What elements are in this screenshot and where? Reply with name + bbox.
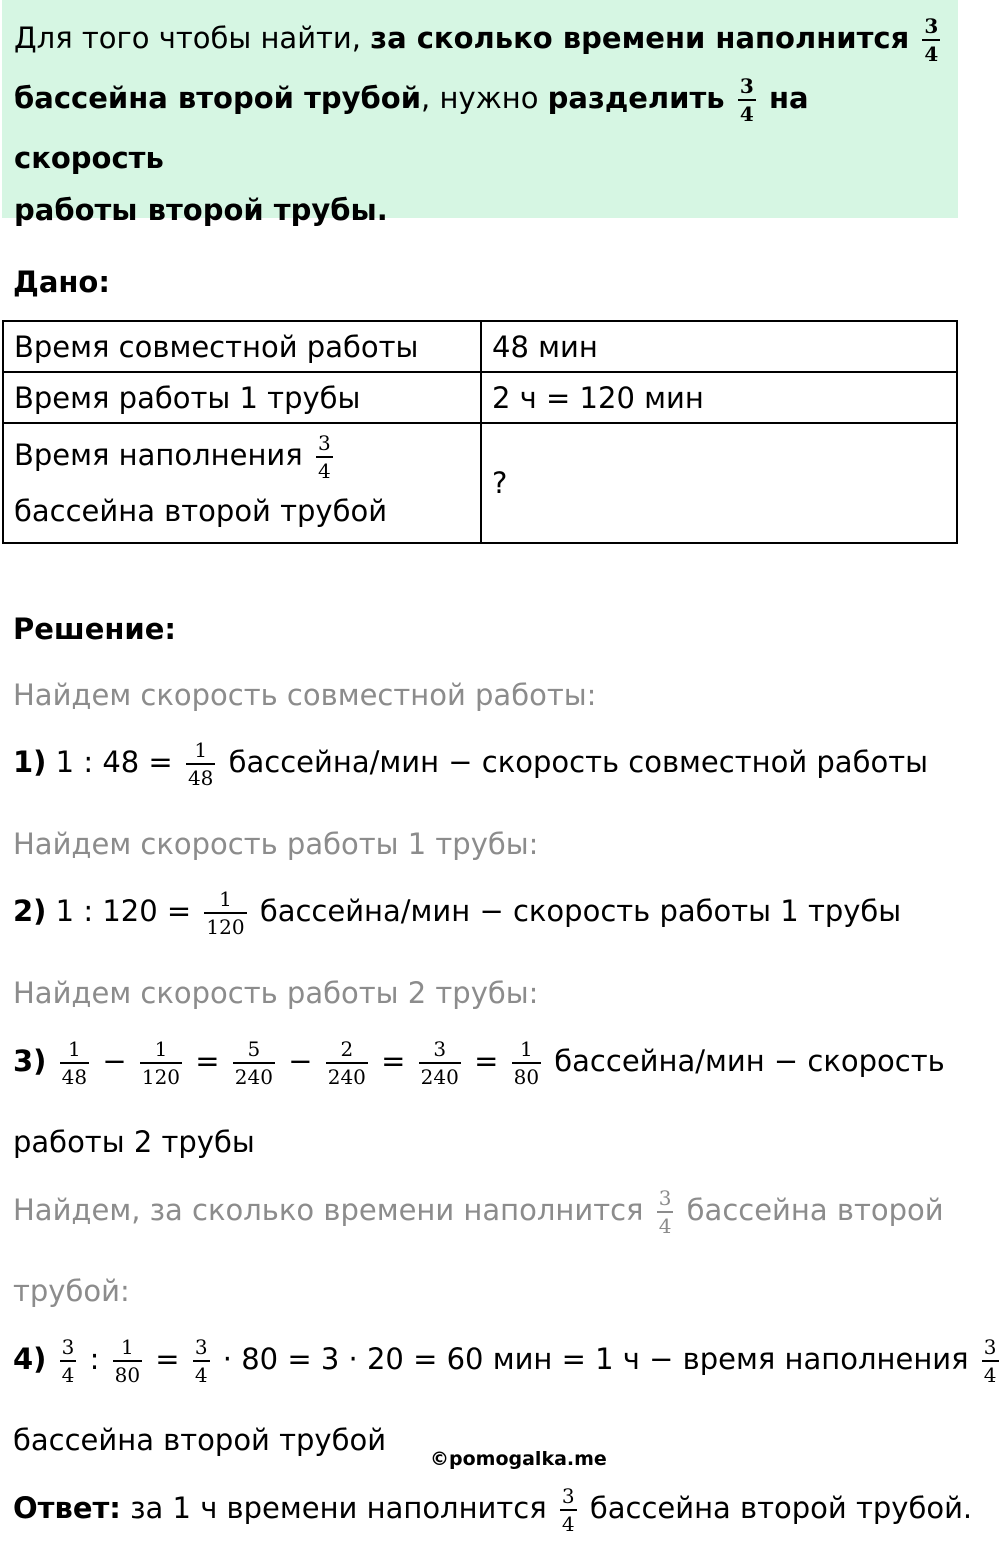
fraction-denominator: 4 bbox=[983, 1363, 997, 1387]
operator: = bbox=[155, 1342, 180, 1376]
intro-text: , нужно bbox=[421, 81, 548, 115]
intro-line-2 bbox=[14, 68, 946, 188]
answer-text: за 1 ч времени наполнится bbox=[130, 1491, 547, 1525]
fraction-numerator: 3 bbox=[658, 1186, 672, 1210]
fraction-bar bbox=[186, 763, 215, 765]
table-cell-value: ? bbox=[481, 423, 957, 543]
fraction-numerator: 5 bbox=[247, 1037, 261, 1061]
step-number: 3) bbox=[13, 1044, 47, 1078]
fraction-denominator: 4 bbox=[317, 459, 331, 483]
fraction bbox=[316, 433, 333, 481]
fraction-numerator: 1 bbox=[519, 1037, 533, 1061]
fraction-denominator: 4 bbox=[561, 1512, 575, 1536]
fraction-denominator: 120 bbox=[206, 915, 245, 939]
step-number: 1) bbox=[13, 745, 47, 779]
hint-4-line-2: трубой: bbox=[13, 1274, 130, 1308]
hint-4 bbox=[13, 1188, 944, 1236]
fraction bbox=[113, 1337, 142, 1385]
fraction bbox=[60, 1337, 77, 1385]
step-number: 2) bbox=[13, 894, 47, 928]
given-heading: Дано: bbox=[13, 265, 110, 299]
step-text: 1 : 48 = bbox=[55, 745, 173, 779]
step-text: бассейна/мин − скорость bbox=[554, 1044, 945, 1078]
hint-text: Найдем, за сколько времени наполнится bbox=[13, 1193, 644, 1227]
step-text: · 80 = 3 · 20 = 60 мин = 1 ч − время наполнения bbox=[222, 1342, 969, 1376]
answer-label: Ответ: bbox=[13, 1491, 121, 1525]
hint-3: Найдем скорость работы 2 трубы: bbox=[13, 976, 539, 1010]
step-text: бассейна/мин − скорость совместной работы bbox=[228, 745, 928, 779]
fraction-bar bbox=[233, 1062, 275, 1064]
fraction-bar bbox=[326, 1062, 368, 1064]
given-table bbox=[2, 320, 958, 544]
fraction-bar bbox=[113, 1360, 142, 1362]
hint-1: Найдем скорость совместной работы: bbox=[13, 678, 597, 712]
step-text: бассейна/мин − скорость работы 1 трубы bbox=[259, 894, 902, 928]
fraction-bar bbox=[982, 1360, 999, 1362]
operator: = bbox=[474, 1044, 499, 1078]
intro-line-1 bbox=[14, 8, 946, 68]
step-1 bbox=[13, 740, 928, 788]
step-4-line-2: бассейна второй трубой bbox=[13, 1423, 387, 1457]
fraction-numerator: 1 bbox=[68, 1037, 81, 1061]
fraction bbox=[204, 889, 246, 937]
operator: : bbox=[89, 1342, 100, 1376]
fraction-numerator: 3 bbox=[983, 1335, 997, 1359]
fraction-bar bbox=[140, 1062, 182, 1064]
fraction-numerator: 3 bbox=[561, 1484, 575, 1508]
fraction-bar bbox=[657, 1211, 674, 1213]
step-4 bbox=[13, 1337, 1003, 1385]
fraction-numerator: 3 bbox=[194, 1335, 208, 1359]
fraction-denominator: 48 bbox=[187, 766, 214, 790]
fraction-denominator: 48 bbox=[61, 1065, 88, 1089]
table-cell-value: 48 мин bbox=[481, 321, 957, 372]
fraction bbox=[922, 16, 940, 64]
step-2 bbox=[13, 889, 901, 937]
table-row bbox=[3, 372, 957, 423]
fraction bbox=[512, 1039, 541, 1087]
cell-text: Время наполнения bbox=[14, 438, 303, 472]
fraction bbox=[60, 1039, 89, 1087]
fraction-denominator: 120 bbox=[141, 1065, 181, 1089]
intro-bold: на скорость bbox=[14, 81, 809, 175]
step-3 bbox=[13, 1039, 945, 1087]
intro-line-3 bbox=[14, 188, 946, 232]
cell-text: бассейна второй трубой bbox=[14, 494, 388, 528]
operator: − bbox=[288, 1044, 313, 1078]
table-cell-label: Время совместной работы bbox=[3, 321, 481, 372]
fraction-numerator: 2 bbox=[340, 1037, 354, 1061]
fraction bbox=[233, 1039, 275, 1087]
operator: = bbox=[195, 1044, 220, 1078]
fraction-bar bbox=[560, 1509, 577, 1511]
fraction-numerator: 1 bbox=[120, 1335, 134, 1359]
fraction bbox=[186, 740, 215, 788]
fraction bbox=[738, 76, 756, 124]
fraction-denominator: 4 bbox=[924, 42, 939, 66]
table-cell-label: Время работы 1 трубы bbox=[3, 372, 481, 423]
step-number: 4) bbox=[13, 1342, 47, 1376]
fraction-bar bbox=[419, 1062, 461, 1064]
intro-box bbox=[2, 0, 958, 227]
fraction-denominator: 4 bbox=[658, 1214, 672, 1238]
fraction-denominator: 4 bbox=[739, 102, 754, 126]
table-row bbox=[3, 423, 957, 543]
fraction bbox=[140, 1039, 182, 1087]
fraction-bar bbox=[204, 912, 246, 914]
fraction-numerator: 1 bbox=[154, 1037, 168, 1061]
fraction-bar bbox=[512, 1062, 541, 1064]
fraction-denominator: 240 bbox=[327, 1065, 366, 1089]
fraction-denominator: 4 bbox=[61, 1363, 75, 1387]
answer bbox=[13, 1486, 972, 1534]
hint-2: Найдем скорость работы 1 трубы: bbox=[13, 827, 539, 861]
fraction-bar bbox=[60, 1360, 77, 1362]
intro-bold: разделить bbox=[547, 81, 725, 115]
fraction-denominator: 80 bbox=[114, 1363, 141, 1387]
fraction bbox=[193, 1337, 210, 1385]
fraction-bar bbox=[193, 1360, 210, 1362]
fraction-bar bbox=[922, 39, 940, 41]
fraction-bar bbox=[60, 1062, 89, 1064]
intro-text: Для того чтобы найти, bbox=[14, 21, 371, 55]
fraction-numerator: 3 bbox=[433, 1037, 447, 1061]
fraction-numerator: 3 bbox=[739, 74, 754, 98]
intro-bold: работы второй трубы. bbox=[14, 193, 388, 227]
fraction bbox=[560, 1486, 577, 1534]
fraction-numerator: 1 bbox=[194, 738, 208, 762]
table-cell-value: 2 ч = 120 мин bbox=[481, 372, 957, 423]
operator: = bbox=[381, 1044, 406, 1078]
fraction bbox=[326, 1039, 368, 1087]
fraction-numerator: 3 bbox=[61, 1335, 75, 1359]
fraction bbox=[982, 1337, 999, 1385]
fraction-denominator: 240 bbox=[420, 1065, 459, 1089]
fraction-bar bbox=[738, 99, 756, 101]
fraction-denominator: 4 bbox=[194, 1363, 208, 1387]
watermark: ©pomogalka.me bbox=[430, 1448, 607, 1470]
fraction-denominator: 240 bbox=[234, 1065, 273, 1089]
fraction-numerator: 3 bbox=[317, 431, 331, 455]
intro-bold: за сколько времени наполнится bbox=[370, 21, 910, 55]
fraction-numerator: 3 bbox=[924, 14, 939, 38]
step-3-line-2: работы 2 трубы bbox=[13, 1125, 255, 1159]
fraction bbox=[657, 1188, 674, 1236]
fraction-numerator: 1 bbox=[219, 887, 232, 911]
fraction bbox=[419, 1039, 461, 1087]
hint-text: бассейна второй bbox=[686, 1193, 944, 1227]
intro-bold: бассейна второй трубой bbox=[14, 81, 422, 115]
answer-text: бассейна второй трубой. bbox=[589, 1491, 973, 1525]
step-text: 1 : 120 = bbox=[55, 894, 192, 928]
fraction-denominator: 80 bbox=[513, 1065, 540, 1089]
fraction-bar bbox=[316, 456, 333, 458]
operator: − bbox=[102, 1044, 127, 1078]
table-cell-label bbox=[3, 423, 481, 543]
solution-heading: Решение: bbox=[13, 612, 177, 646]
table-row bbox=[3, 321, 957, 372]
